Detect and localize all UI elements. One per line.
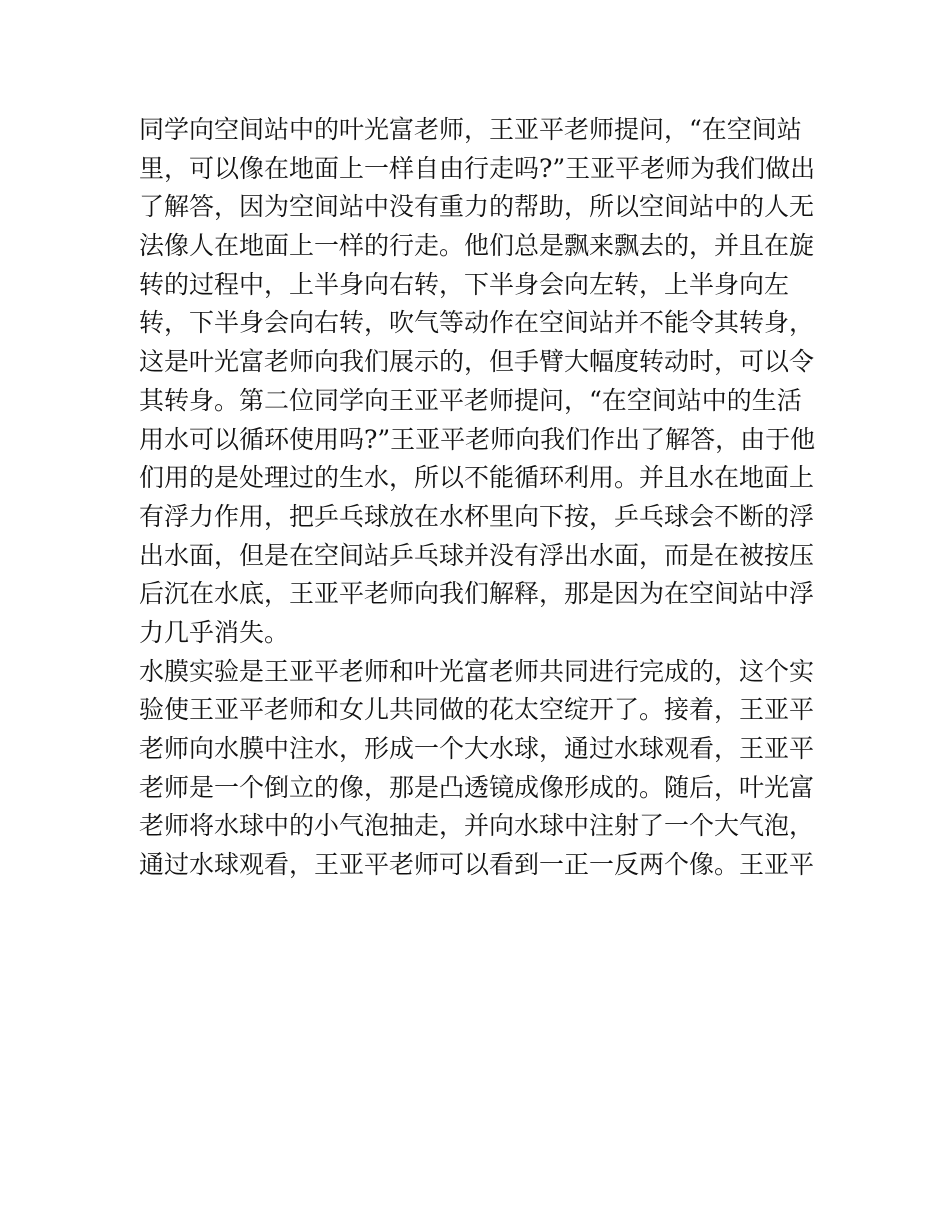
- text-line: 老师向水膜中注水，形成一个大水球，通过水球观看，王亚平: [139, 734, 815, 763]
- text-line: 老师是一个倒立的像，那是凸透镜成像形成的。随后，叶光富: [139, 772, 815, 802]
- text-line: 老师将水球中的小气泡抽走，并向水球中注射了一个大气泡，: [139, 811, 815, 841]
- body-text: [139, 111, 819, 885]
- text-line: 转的过程中，上半身向右转，下半身会向左转，上半身向左: [139, 269, 790, 299]
- text-line: 其转身。第二位同学向王亚平老师提问，“在空间站中的生活: [139, 385, 802, 415]
- text-line: 法像人在地面上一样的行走。他们总是飘来飘去的，并且在旋: [139, 231, 815, 261]
- text-line: 转，下半身会向右转，吹气等动作在空间站并不能令其转身，: [139, 308, 815, 338]
- text-line: 们用的是处理过的生水，所以不能循环利用。并且水在地面上: [139, 463, 815, 493]
- text-line: 后沉在水底，王亚平老师向我们解释，那是因为在空间站中浮: [139, 579, 815, 609]
- text-line: 通过水球观看，王亚平老师可以看到一正一反两个像。王亚平: [139, 850, 815, 880]
- text-line: 有浮力作用，把乒乓球放在水杯里向下按，乒乓球会不断的浮: [139, 501, 815, 531]
- text-line: 这是叶光富老师向我们展示的，但手臂大幅度转动时，可以令: [139, 347, 815, 377]
- text-line: 力几乎消失。: [139, 617, 290, 647]
- text-line: 用水可以循环使用吗?”王亚平老师向我们作出了解答，由于他: [139, 424, 816, 454]
- text-line: 验使王亚平老师和女儿共同做的花太空绽开了。接着，王亚平: [139, 695, 815, 725]
- text-line: 了解答，因为空间站中没有重力的帮助，所以空间站中的人无: [139, 192, 815, 222]
- text-line: 里，可以像在地面上一样自由行走吗?”王亚平老师为我们做出: [139, 153, 816, 183]
- text-line: 出水面，但是在空间站乒乓球并没有浮出水面，而是在被按压: [139, 540, 815, 570]
- text-line: 同学向空间站中的叶光富老师，王亚平老师提问，“在空间站: [139, 115, 802, 144]
- text-line: 水膜实验是王亚平老师和叶光富老师共同进行完成的，这个实: [139, 656, 815, 686]
